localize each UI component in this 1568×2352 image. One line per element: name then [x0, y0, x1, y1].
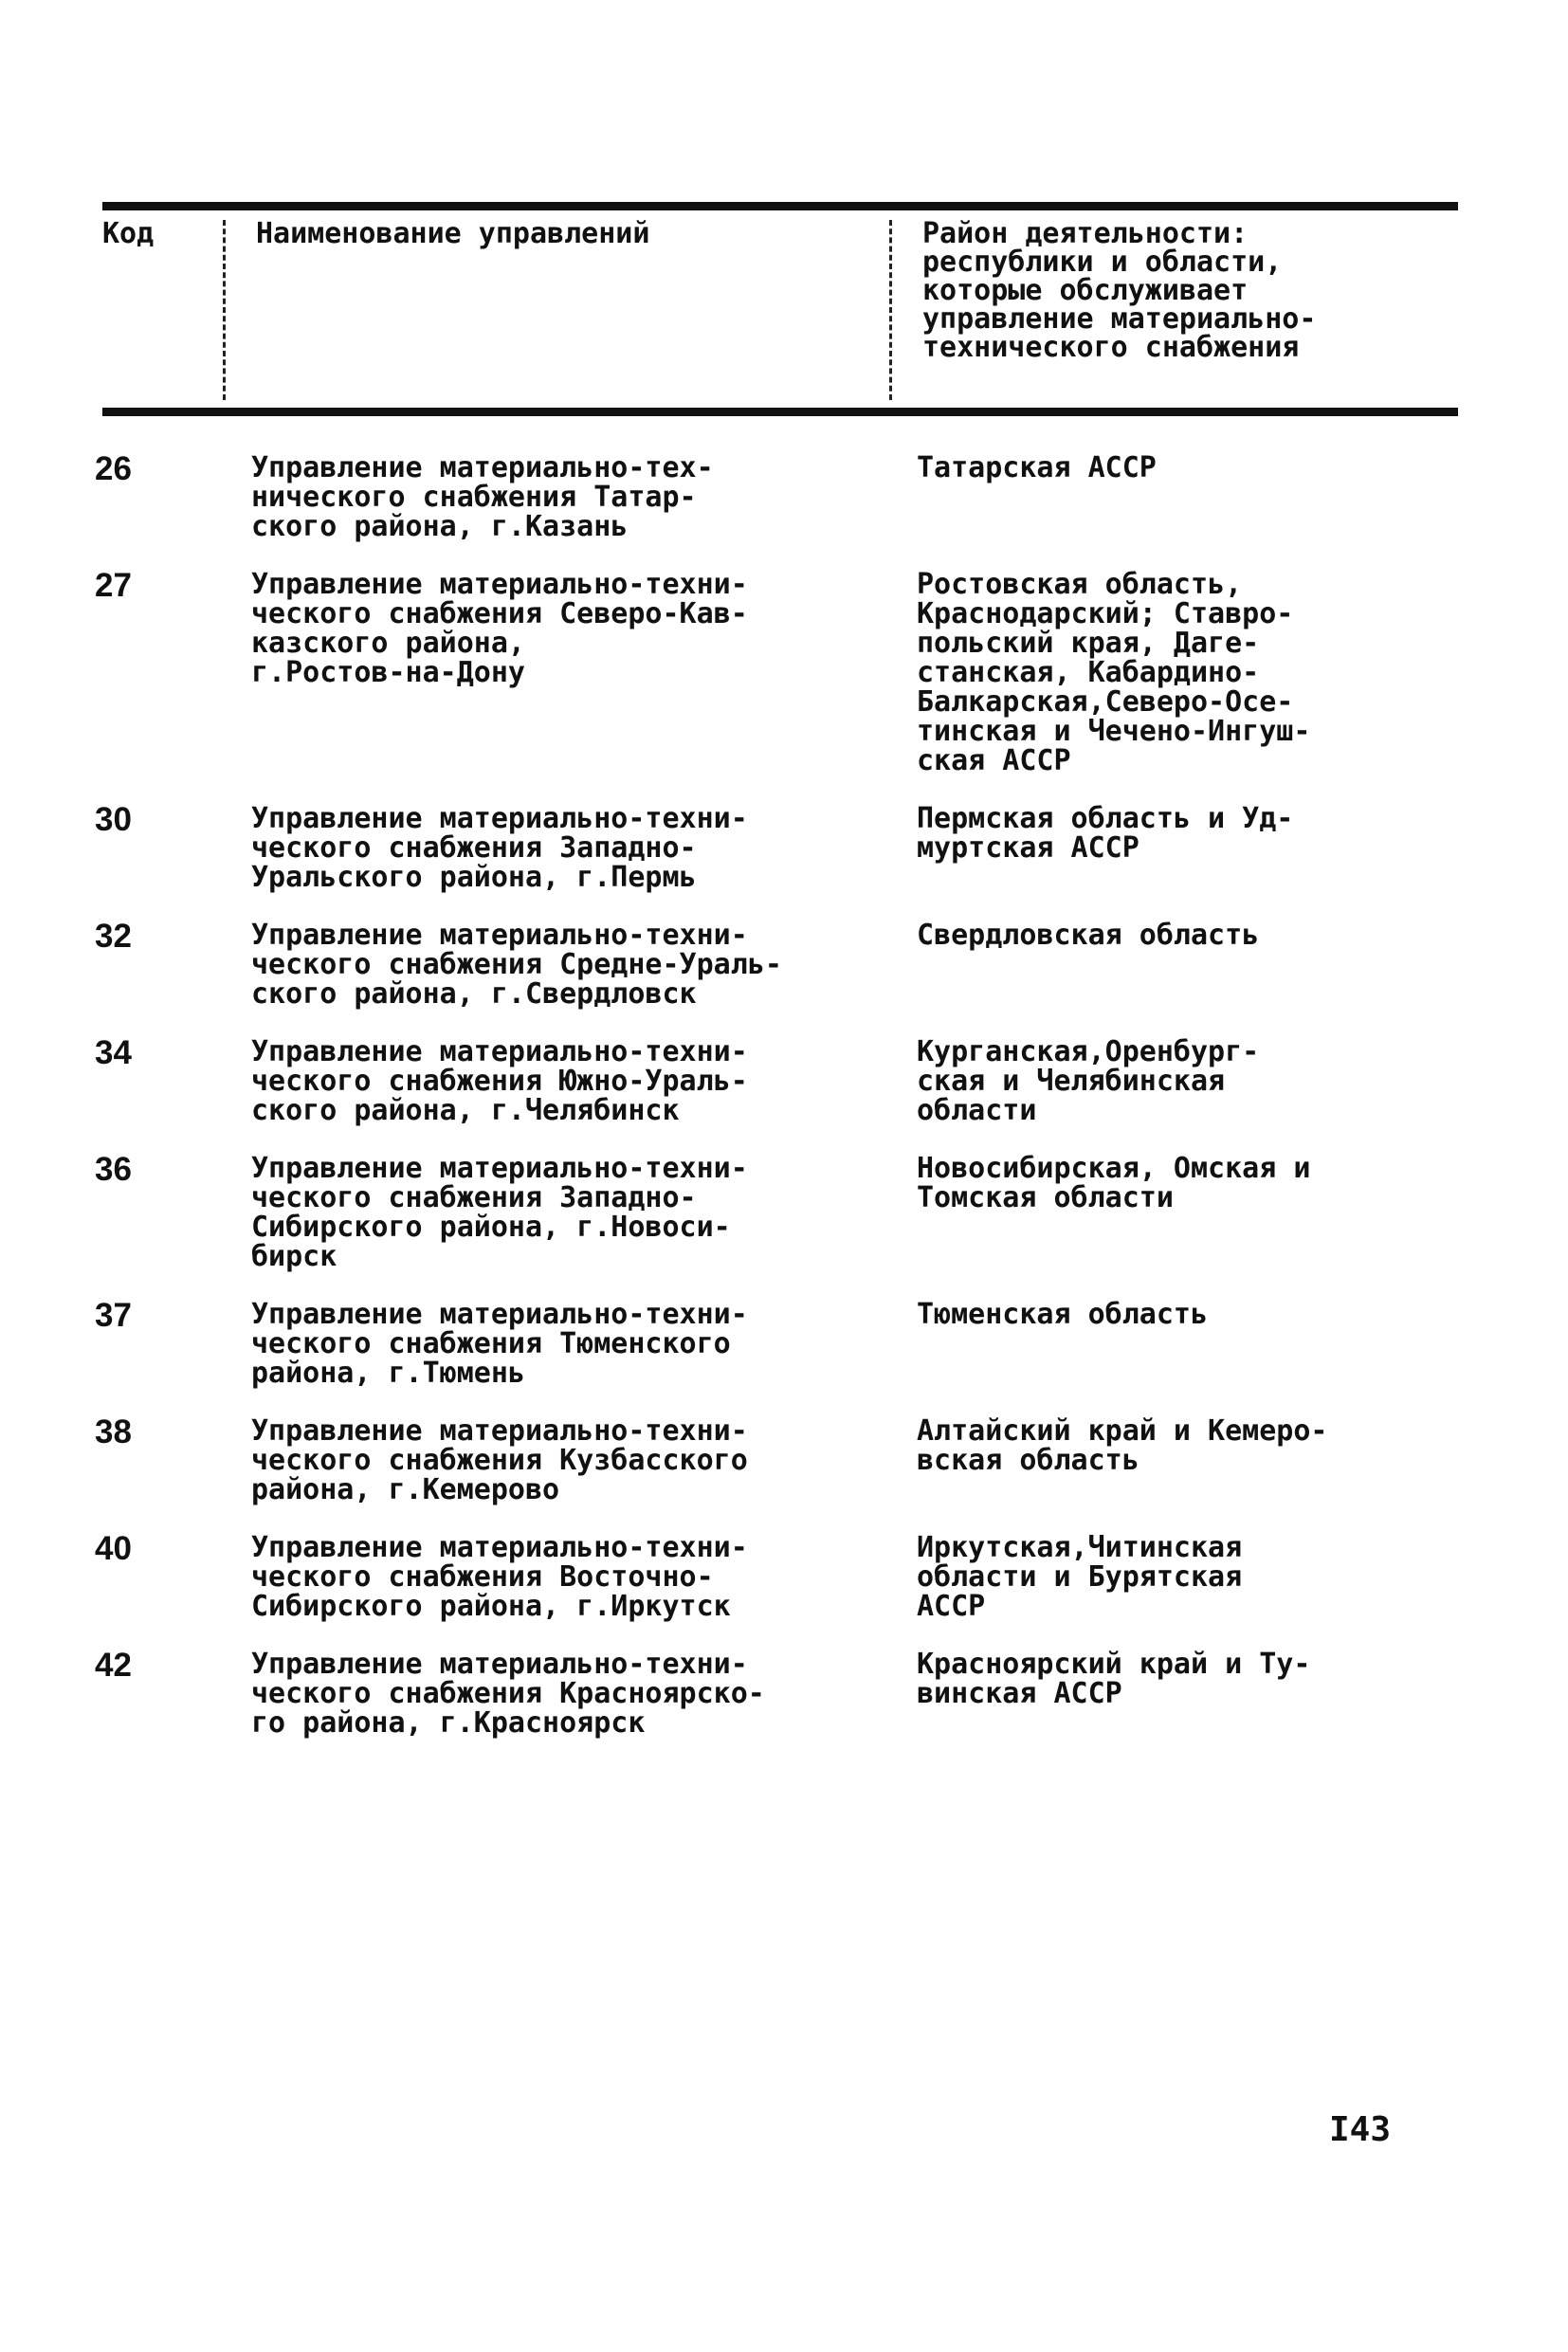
table-row — [93, 450, 1458, 543]
row-name: Управление материально-тех- нического снабжения Татар- ского района, г.Казань — [251, 451, 714, 543]
row-code: 30 — [95, 801, 132, 838]
row-region: Свердловская область — [917, 919, 1260, 952]
table-row — [93, 1297, 1458, 1390]
row-name: Управление материально-техни- ческого снабжения Красноярско- го района, г.Красноярск — [251, 1648, 765, 1740]
row-region: Пермская область и Уд- муртская АССР — [917, 802, 1294, 865]
row-code: 42 — [95, 1647, 132, 1684]
table-row — [93, 1530, 1458, 1623]
header-divider — [223, 220, 226, 400]
row-code: 27 — [95, 567, 132, 604]
header-name: Наименование управлений — [256, 217, 650, 250]
row-code: 34 — [95, 1034, 132, 1071]
table-row — [93, 1034, 1458, 1127]
table-body — [93, 450, 1458, 1766]
row-region: Иркутская,Читинская области и Бурятская АССР — [917, 1531, 1243, 1623]
row-name: Управление материально-техни- ческого снабжения Южно-Ураль- ского района, г.Челябинск — [251, 1035, 748, 1127]
table-row — [93, 801, 1458, 894]
header-code: Код — [102, 217, 155, 250]
table-row — [93, 1647, 1458, 1740]
page-number: I43 — [1329, 2110, 1392, 2149]
row-code: 38 — [95, 1413, 132, 1450]
table-header-bottom-rule — [102, 408, 1458, 416]
row-code: 36 — [95, 1151, 132, 1188]
row-name: Управление материально-техни- ческого снабжения Тюменского района, г.Тюмень — [251, 1298, 748, 1390]
row-region: Ростовская область, Краснодарский; Ставро- польский края, Даге- станская, Кабардино- Балкарская,Северо-Осе- тинская и Чечено-Ингуш- ская АССР — [917, 568, 1311, 777]
row-region: Татарская АССР — [917, 451, 1157, 484]
row-name: Управление материально-техни- ческого снабжения Восточно- Сибирского района, г.Иркутск — [251, 1531, 748, 1623]
row-name: Управление материально-техни- ческого снабжения Северо-Кав- казского района, г.Ростов-на-Дону — [251, 568, 748, 689]
table-row — [93, 1413, 1458, 1506]
table-row — [93, 567, 1458, 777]
row-name: Управление материально-техни- ческого снабжения Западно- Сибирского района, г.Новоси- бирск — [251, 1152, 748, 1273]
row-region: Новосибирская, Омская и Томская области — [917, 1152, 1311, 1214]
table-top-rule — [102, 202, 1458, 210]
row-region: Алтайский край и Кемеро- вская область — [917, 1414, 1328, 1477]
table-row — [93, 1151, 1458, 1273]
row-code: 26 — [95, 450, 132, 487]
row-code: 32 — [95, 918, 132, 955]
row-region: Тюменская область — [917, 1298, 1209, 1331]
row-name: Управление материально-техни- ческого снабжения Западно- Уральского района, г.Пермь — [251, 802, 748, 894]
row-region: Курганская,Оренбург- ская и Челябинская области — [917, 1035, 1260, 1127]
header-divider — [889, 220, 892, 400]
table-row — [93, 918, 1458, 1011]
row-name: Управление материально-техни- ческого снабжения Кузбасского района, г.Кемерово — [251, 1414, 748, 1506]
row-code: 37 — [95, 1297, 132, 1334]
row-region: Красноярский край и Ту- винская АССР — [917, 1648, 1311, 1710]
header-region: Район деятельности: республики и области, которые обслуживает управление материально- технического снабжения — [922, 217, 1317, 364]
table-header — [102, 217, 1458, 400]
row-name: Управление материально-техни- ческого снабжения Средне-Ураль- ского района, г.Свердловск — [251, 919, 782, 1011]
row-code: 40 — [95, 1530, 132, 1567]
